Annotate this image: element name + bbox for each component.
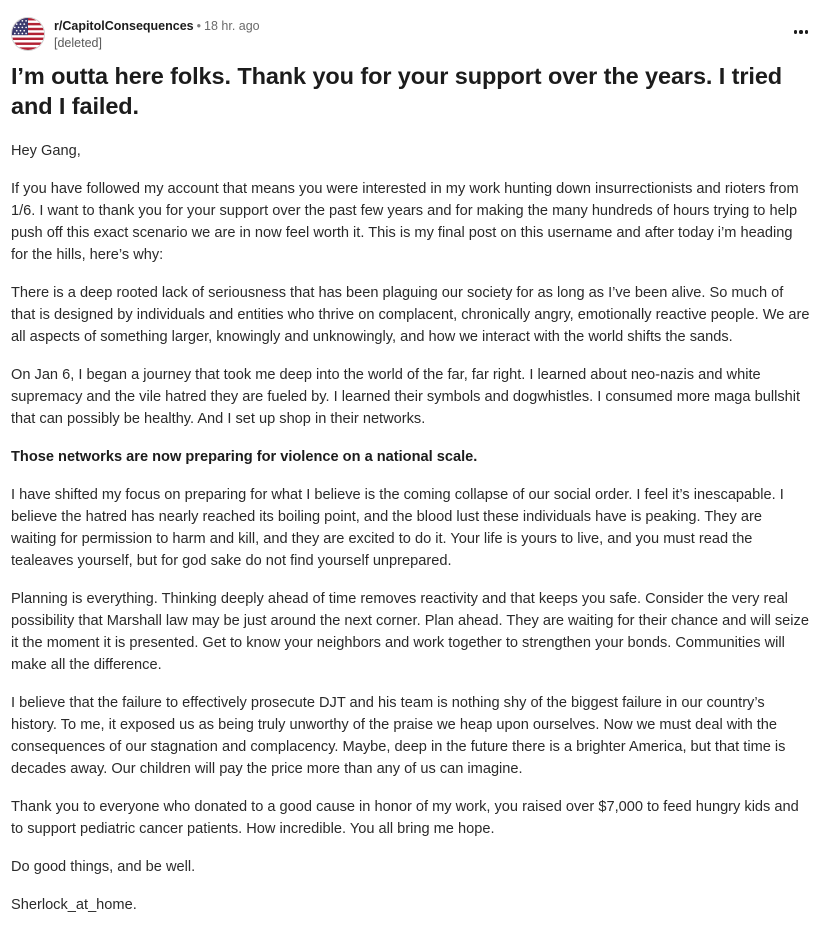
post-paragraph: Thank you to everyone who donated to a good cause in honor of my work, you raised over $7,000 to feed hungry kids and to support pediatric cancer patients. How incredible. You all bring me hope.: [11, 799, 799, 837]
post-timestamp: 18 hr. ago: [204, 19, 260, 33]
post-paragraph: I believe that the failure to effectively prosecute DJT and his team is nothing shy of the biggest failure in our country’s history. To me, it exposed us as being truly unworthy of the praise we heap upon ourselves. Now we must deal with the consequences of our stagnation and complacency. Maybe, deep in the future there is a brighter America, but that time is decades away. Our children will pay the price more than any of us can imagine.: [11, 695, 786, 777]
post: [11, 15, 811, 932]
post-paragraph: On Jan 6, I began a journey that took me deep into the world of the far, far right. I learned about neo-nazis and white supremacy and the vile hatred they are fueled by. I learned their symbols and dogwhistles. I consumed more maga bullshit that can possibly be healthy. And I set up shop in their networks.: [11, 367, 801, 427]
post-paragraph: I have shifted my focus on preparing for what I believe is the coming collapse of our social order. I feel it’s inescapable. I believe the hatred has nearly reached its boiling point, and the blood lust these individuals have is peaking. They are waiting for permission to harm and kill, and they are excited to do it. Your life is yours to live, and you must read the tealeaves yourself, but for god sake do not find yourself unprepared.: [11, 487, 784, 569]
ellipsis-horizontal-icon: [794, 30, 809, 34]
meta-separator: •: [196, 19, 202, 33]
us-flag-icon: [12, 18, 44, 50]
post-paragraph: Hey Gang,: [11, 143, 81, 159]
post-author: [deleted]: [54, 36, 102, 50]
post-paragraph-bold: Those networks are now preparing for violence on a national scale.: [11, 449, 478, 465]
post-paragraph: If you have followed my account that means you were interested in my work hunting down insurrectionists and rioters from 1/6. I want to thank you for your support over the past few years and for making the many hundreds of hours trying to help push off this exact scenario we are in now feel worth it. This is my final post on this username and after today i’m heading for the hills, here’s why:: [11, 181, 799, 263]
post-paragraph: Planning is everything. Thinking deeply ahead of time removes reactivity and that keeps you safe. Consider the very real possibility that Marshall law may be just around the next corner. Plan ahead. They are waiting for their chance and will seize it the moment it is presented. Get to know your neighbors and work together to strengthen your bonds. Communities will make all the difference.: [11, 591, 809, 673]
post-header: [11, 15, 811, 55]
post-meta: [54, 18, 260, 52]
more-options-button[interactable]: [790, 21, 812, 43]
subreddit-link[interactable]: r/CapitolConsequences: [54, 19, 194, 33]
post-title: I’m outta here folks. Thank you for your support over the years. I tried and I failed.: [11, 63, 783, 119]
post-paragraph: There is a deep rooted lack of seriousness that has been plaguing our society for as long as I’ve been alive. So much of that is designed by individuals and entities who thrive on complacent, chronically angry, emotionally reactive people. We are all aspects of something larger, knowingly and unknowingly, and how we interact with the world shifts the sands.: [11, 285, 810, 345]
post-body: [11, 140, 811, 916]
post-paragraph: Do good things, and be well.: [11, 859, 196, 875]
subreddit-avatar[interactable]: [11, 17, 45, 51]
post-signature: Sherlock_at_home.: [11, 897, 137, 913]
subreddit-line: [54, 18, 260, 35]
